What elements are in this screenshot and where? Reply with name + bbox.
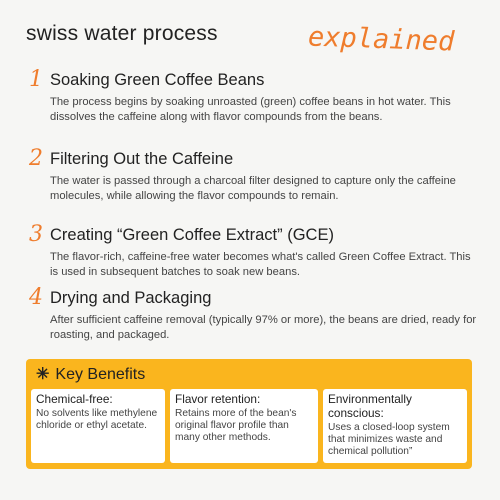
- step-number: 3: [29, 222, 43, 247]
- benefit-card-text: Uses a closed-loop system that minimizes waste and chemical pollution”: [328, 422, 450, 457]
- benefit-card-title: Flavor retention:: [175, 392, 261, 406]
- step-heading: Filtering Out the Caffeine: [50, 150, 234, 168]
- step-description: After sufficient caffeine removal (typically 97% or more), the beans are dried, ready for roasting, and packaged.: [50, 314, 477, 341]
- benefit-card-text: No solvents like methylene chloride or ethyl acetate.: [36, 408, 158, 431]
- step-1: [26, 67, 478, 124]
- key-benefits-panel: [26, 359, 472, 469]
- step-description: The water is passed through a charcoal filter designed to capture only the caffeine molecules, while allowing the flavor compounds to remain.: [50, 175, 456, 202]
- benefit-card-title: Chemical-free:: [36, 392, 113, 406]
- asterisk-icon: ✳: [36, 366, 50, 383]
- step-number: 4: [29, 285, 43, 310]
- step-4: [26, 285, 478, 342]
- step-description: The flavor-rich, caffeine-free water becomes what's called Green Coffee Extract. This is used in subsequent batches to soak new beans.: [50, 251, 471, 278]
- step-number: 1: [29, 67, 43, 92]
- benefit-card-title: Environmentally conscious:: [328, 392, 412, 420]
- step-heading: Soaking Green Coffee Beans: [50, 71, 265, 89]
- step-3: [26, 222, 478, 279]
- step-heading: Creating “Green Coffee Extract” (GCE): [50, 226, 334, 244]
- benefit-card-environmentally-conscious: [323, 389, 467, 463]
- benefit-card-text: Retains more of the bean's original flavor profile than many other methods.: [175, 408, 297, 443]
- benefit-card-chemical-free: [31, 389, 165, 463]
- step-number: 2: [29, 146, 43, 171]
- benefit-card-flavor-retention: [170, 389, 318, 463]
- step-description: The process begins by soaking unroasted (green) coffee beans in hot water. This dissolves the caffeine along with flavor compounds from the beans.: [50, 96, 451, 123]
- step-2: [26, 146, 478, 203]
- page-title-accent: explained: [307, 21, 455, 58]
- key-benefits-heading: [36, 364, 145, 384]
- key-benefits-title: Key Benefits: [55, 366, 146, 383]
- page-title: swiss water process: [26, 22, 218, 45]
- step-heading: Drying and Packaging: [50, 289, 212, 307]
